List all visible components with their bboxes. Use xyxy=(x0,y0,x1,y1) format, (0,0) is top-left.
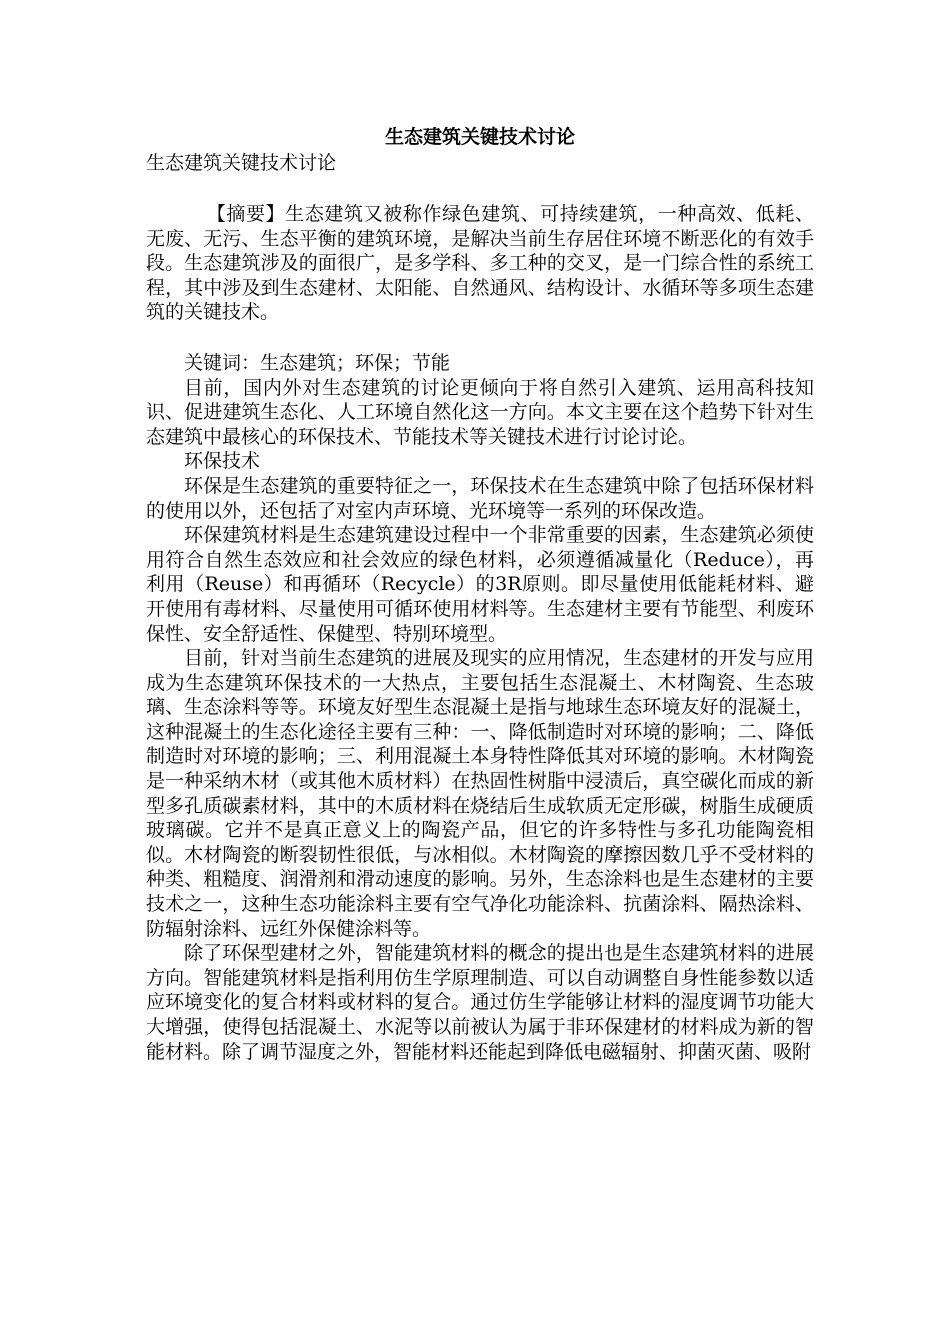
keywords-line: 关键词：生态建筑；环保；节能 xyxy=(184,351,451,374)
body-paragraph: 环保建筑材料是生态建筑建设过程中一个非常重要的因素，生态建筑必须使用符合自然生态效应和社会效应的绿色材料，必须遵循减量化（Reduce），再利用（Reuse）和再循环（Recycle）的3R原则。即尽量使用低能耗材料、避开使用有毒材料、尽量使用可循环使用材料等。生态建材主要有节能型、利废环保性、安全舒适性、保健型、特别环境型。 xyxy=(146,524,814,645)
body-paragraph: 目前，国内外对生态建筑的讨论更倾向于将自然引入建筑、运用高科技知识、促进建筑生态化、人工环境自然化这一方向。本文主要在这个趋势下针对生态建筑中最核心的环保技术、节能技术等关键技术进行讨论讨论。 xyxy=(146,376,814,448)
abstract-paragraph: 【摘要】生态建筑又被称作绿色建筑、可持续建筑，一种高效、低耗、无废、无污、生态平衡的建筑环境，是解决当前生存居住环境不断恶化的有效手段。生态建筑涉及的面很广，是多学科、多工种的交叉，是一门综合性的系统工程，其中涉及到生态建材、太阳能、自然通风、结构设计、水循环等多项生态建筑的关键技术。 xyxy=(146,203,814,324)
body-paragraph: 目前，针对当前生态建筑的进展及现实的应用情况，生态建材的开发与应用成为生态建筑环保技术的一大热点，主要包括生态混凝土、木材陶瓷、生态玻璃、生态涂料等等。环境友好型生态混凝土是指与地球生态环境友好的混凝土，这种混凝土的生态化途径主要有三种：一、降低制造时对环境的影响；二、降低制造时对环境的影响；三、利用混凝土本身特性降低其对环境的影响。木材陶瓷是一种采纳木材（或其他木质材料）在热固性树脂中浸渍后，真空碳化而成的新型多孔质碳素材料，其中的木质材料在烧结后生成软质无定形碳，树脂生成硬质玻璃碳。它并不是真正意义上的陶瓷产品，但它的许多特性与多孔功能陶瓷相似。木材陶瓷的断裂韧性很低，与冰相似。木材陶瓷的摩擦因数几乎不受材料的种类、粗糙度、润滑剂和滑动速度的影响。另外，生态涂料也是生态建材的主要技术之一，这种生态功能涂料主要有空气净化功能涂料、抗菌涂料、隔热涂料、防辐射涂料、远红外保健涂料等。 xyxy=(146,647,814,940)
document-subtitle: 生态建筑关键技术讨论 xyxy=(146,152,337,174)
document-title: 生态建筑关键技术讨论 xyxy=(384,126,575,148)
body-paragraph: 环保是生态建筑的重要特征之一，环保技术在生态建筑中除了包括环保材料的使用以外，还包括了对室内声环境、光环境等一系列的环保改造。 xyxy=(146,474,814,522)
section-heading: 环保技术 xyxy=(184,450,261,473)
body-paragraph: 除了环保型建材之外，智能建筑材料的概念的提出也是生态建筑材料的进展方向。智能建筑材料是指利用仿生学原理制造、可以自动调整自身性能参数以适应环境变化的复合材料或材料的复合。通过仿生学能够让材料的湿度调节功能大大增强，使得包括混凝土、水泥等以前被认为属于非环保建材的材料成为新的智能材料。除了调节湿度之外，智能材料还能起到降低电磁辐射、抑菌灭菌、吸附 xyxy=(146,942,814,1063)
document-page xyxy=(146,124,814,1064)
